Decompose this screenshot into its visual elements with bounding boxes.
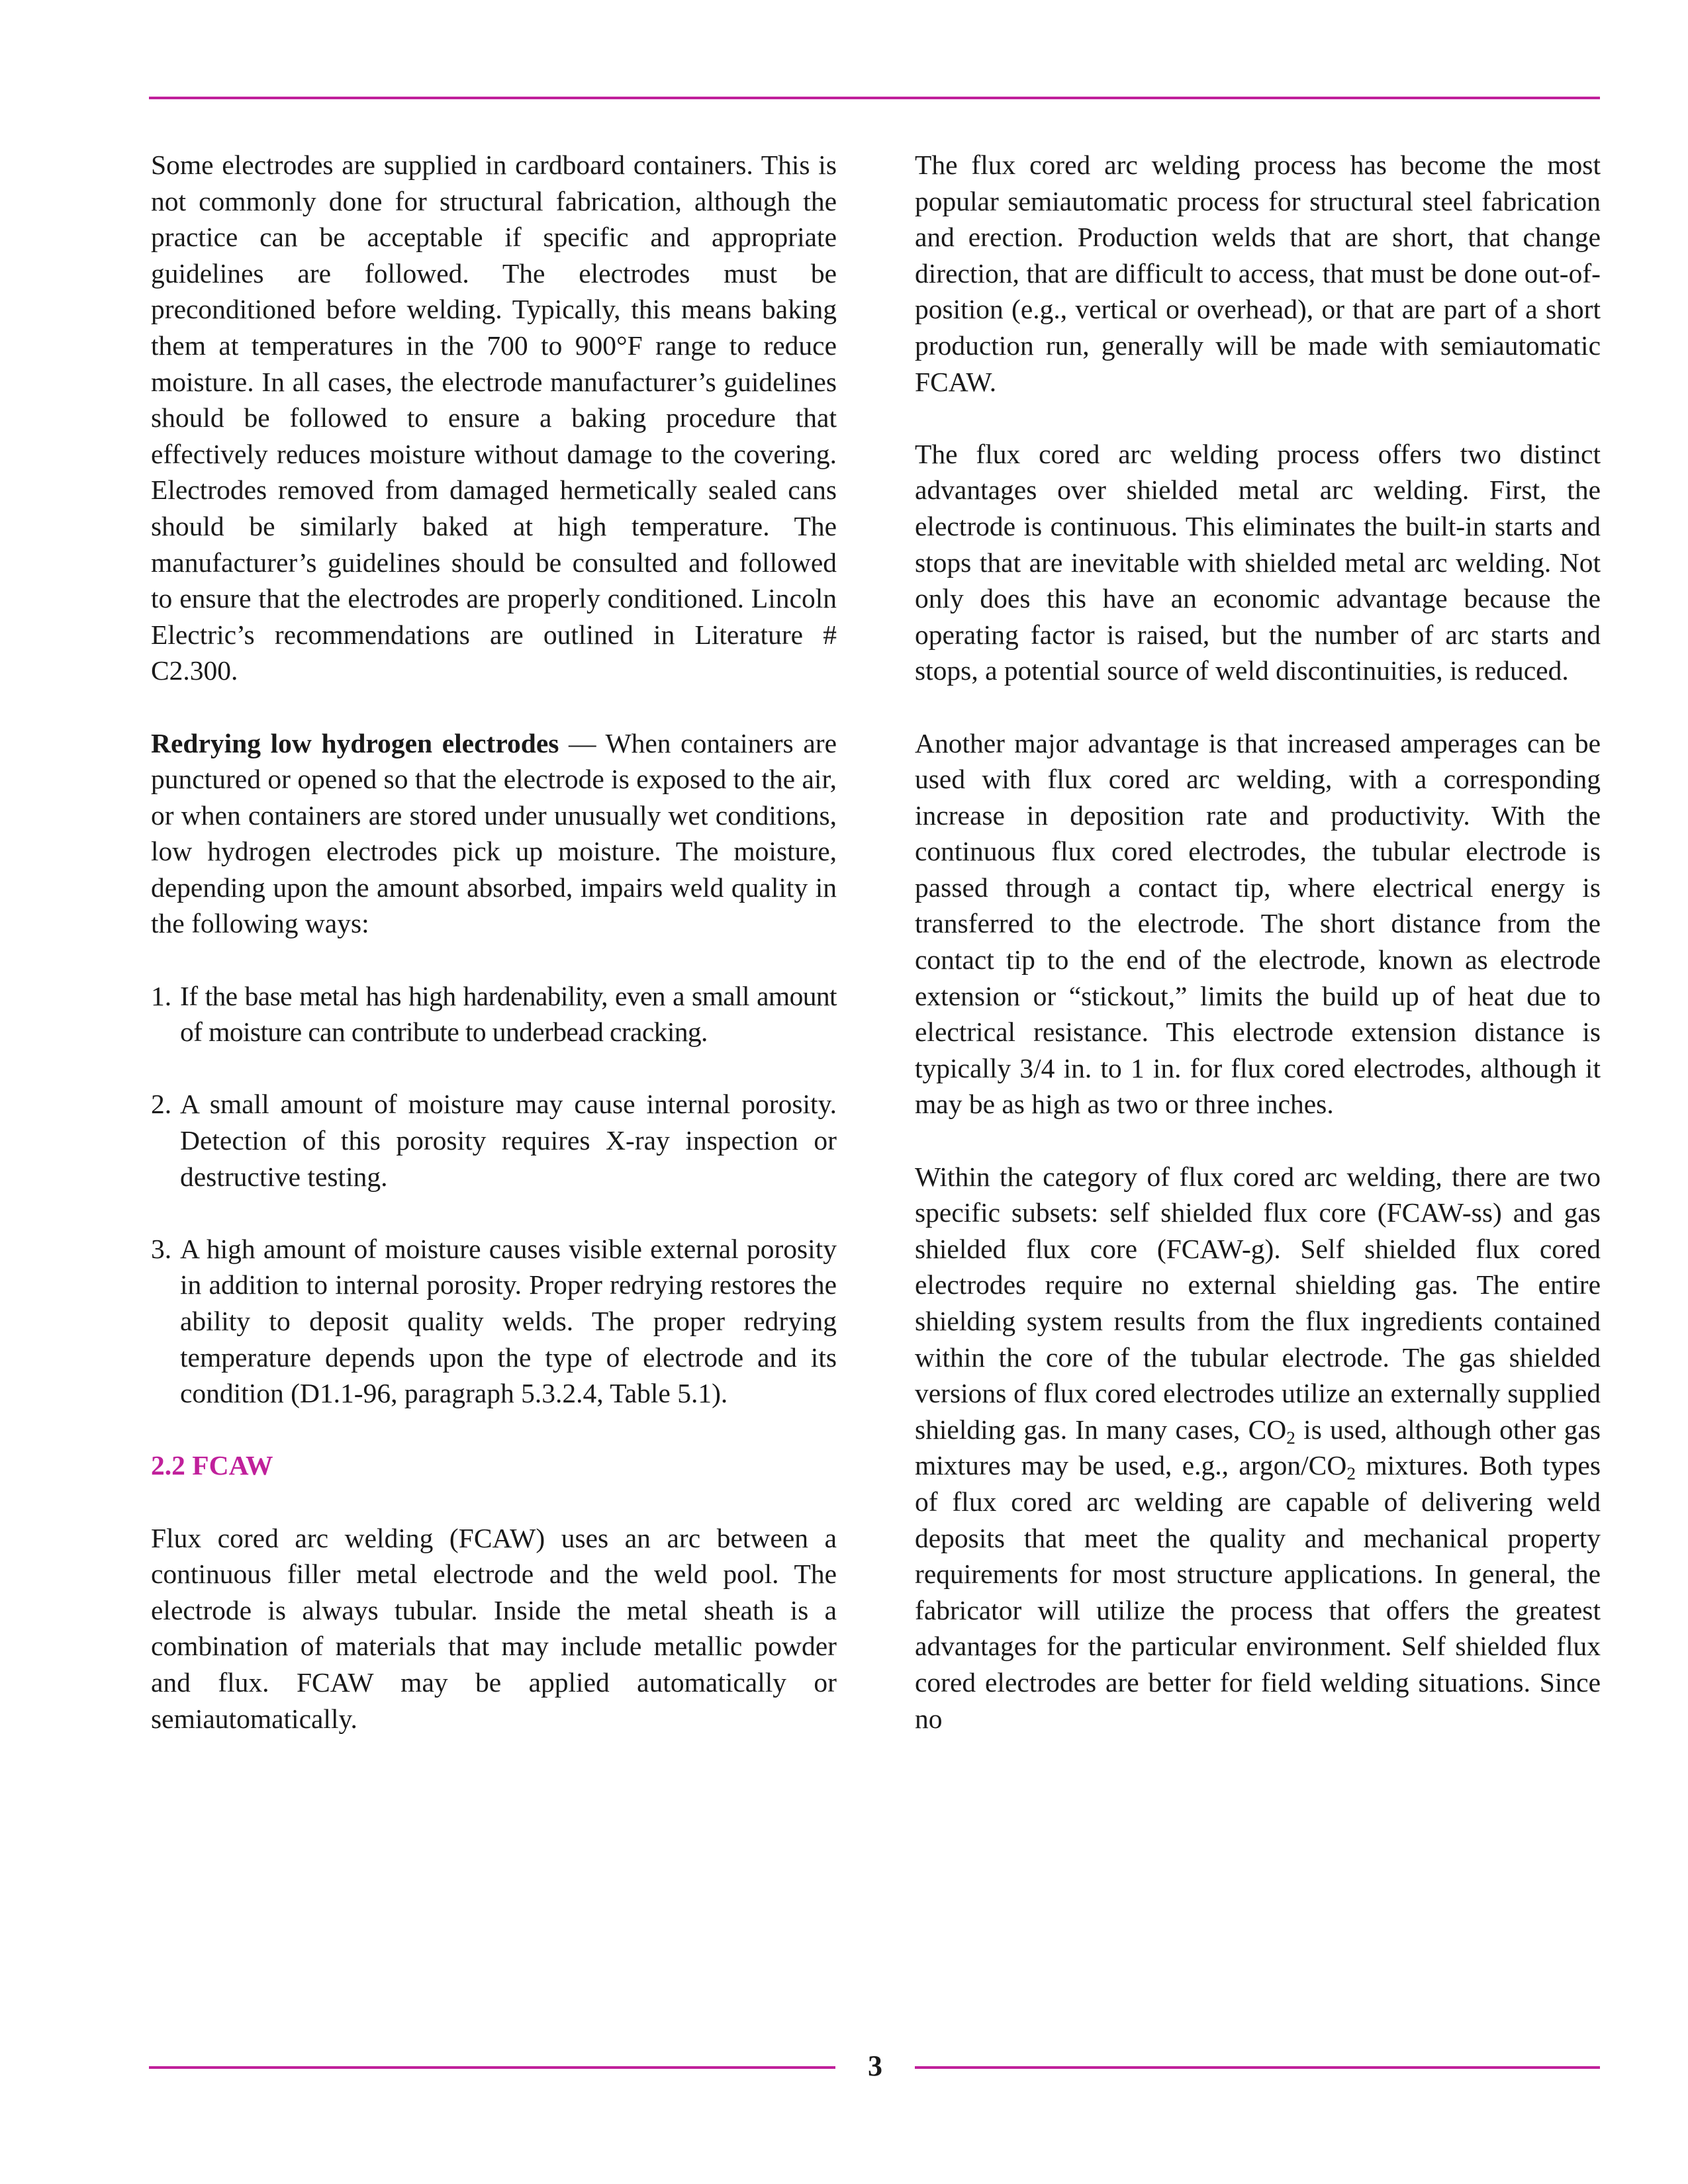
cardboard-containers-paragraph: Some electrodes are supplied in cardboard containers. This is not commonly done for structural fabrication, although the practice can be acceptable if specific and appropriate guidelines are followed. The electrodes must be preconditioned before welding. Typically, this means baking them at temperatures in the 700 to 900°F range to reduce moisture. In all cases, the electrode manufacturer’s guidelines should be followed to ensure a baking procedure that effectively reduces moisture without damage to the covering. Electrodes removed from damaged hermetically sealed cans should be similarly baked at high temperature. The manufacturer’s guidelines should be consulted and followed to ensure that the electrodes are properly conditioned. Lincoln Electric’s recommendations are outlined in Literature # C2.300.: [151, 150, 837, 686]
list-item: [151, 1231, 837, 1412]
list-item-text: A small amount of moisture may cause internal porosity. Detection of this porosity requires X-ray inspection or destructive testing.: [180, 1089, 837, 1192]
list-item-text: If the base metal has high hardenability, even a small amount of moisture can contribute to underbead cracking.: [180, 980, 837, 1048]
fcaw-advantages-paragraph: The flux cored arc welding process offers two distinct advantages over shielded metal arc welding. First, the electrode is continuous. This eliminates the built-in starts and stops that are inevitable with shielded metal arc welding. Not only does this have an economic advantage because the operating factor is raised, but the number of arc starts and stops, a potential source of weld discontinuities, is reduced.: [915, 438, 1601, 686]
subsets-text-b: is used, although other gas mixtures may be used, e.g., argon/CO: [915, 1414, 1601, 1481]
list-item-number: 2.: [151, 1089, 172, 1120]
redrying-paragraph: [151, 725, 837, 942]
section-heading-fcaw: 2.2 FCAW: [151, 1450, 273, 1481]
page-number: 3: [868, 2050, 882, 2082]
amperage-paragraph: Another major advantage is that increased amperages can be used with flux cored arc welding, with a corresponding increase in deposition rate and productivity. With the continuous flux cored electrodes, the tubular electrode is passed through a contact tip, where electrical energy is transferred to the electrode. The short distance from the contact tip to the end of the electrode, known as electrode extension or “stickout,” limits the build up of heat due to electrical resistance. This electrode extension distance is typically 3/4 in. to 1 in. for flux cored electrodes, although it may be as high as two or three inches.: [915, 727, 1601, 1120]
fcaw-popularity-paragraph: The flux cored arc welding process has become the most popular semiautomatic process for structural steel fabrication and erection. Production welds that are short, that change direction, that are difficult to access, that must be done out-of-position (e.g., vertical or overhead), or that are part of a short production run, generally will be made with semiautomatic FCAW.: [915, 150, 1601, 397]
list-item-number: 1.: [151, 980, 172, 1011]
footer-rule-left: [149, 2066, 835, 2069]
subsets-text-c: mixtures. Both types of flux cored arc welding are capable of delivering weld deposits that meet the quality and mechanical property requirements for most structure applications. In general, the fabricator will utilize the process that offers the greatest advantages for the particular environment. Self shielded flux cored electrodes are better for field welding situations. Since no: [915, 1450, 1601, 1734]
subsets-text-a: Within the category of flux cored arc welding, there are two specific subsets: self shielded flux core (FCAW-ss) and gas shielded flux core (FCAW-g). Self shielded flux cored electrodes require no external shielding gas. The entire shielding system results from the flux ingredients contained within the core of the tubular electrode. The gas shielded versions of flux cored electrodes utilize an externally supplied shielding gas. In many cases, CO: [915, 1161, 1601, 1445]
left-column: [151, 147, 837, 1737]
list-item: [151, 1086, 837, 1195]
list-item: [151, 978, 837, 1050]
footer-rule-right: [915, 2066, 1600, 2069]
right-column: [915, 147, 1601, 1737]
moisture-effects-list: [151, 978, 837, 1412]
list-item-text: A high amount of moisture causes visible external porosity in addition to internal porosity. Proper redrying restores the ability to deposit quality welds. The proper redrying temperature depends upon the type of electrode and its condition (D1.1-96, paragraph 5.3.2.4, Table 5.1).: [180, 1233, 837, 1409]
co2-subscript: 2: [1346, 1464, 1356, 1484]
redrying-text: — When containers are punctured or opened so that the electrode is exposed to the air, or when containers are stored under unusually wet conditions, low hydrogen electrodes pick up moisture. The moisture, depending upon the amount absorbed, impairs weld quality in the following ways:: [151, 727, 837, 939]
header-rule: [149, 97, 1600, 99]
list-item-number: 3.: [151, 1233, 172, 1264]
fcaw-intro-paragraph: Flux cored arc welding (FCAW) uses an arc between a continuous filler metal electrode and the weld pool. The electrode is always tubular. Inside the metal sheath is a combination of materials that may include metallic powder and flux. FCAW may be applied automatically or semiautomatically.: [151, 1522, 837, 1734]
redrying-run-in-heading: Redrying low hydrogen electrodes: [151, 727, 559, 758]
co2-subscript: 2: [1286, 1428, 1295, 1448]
subsets-paragraph: [915, 1159, 1601, 1737]
